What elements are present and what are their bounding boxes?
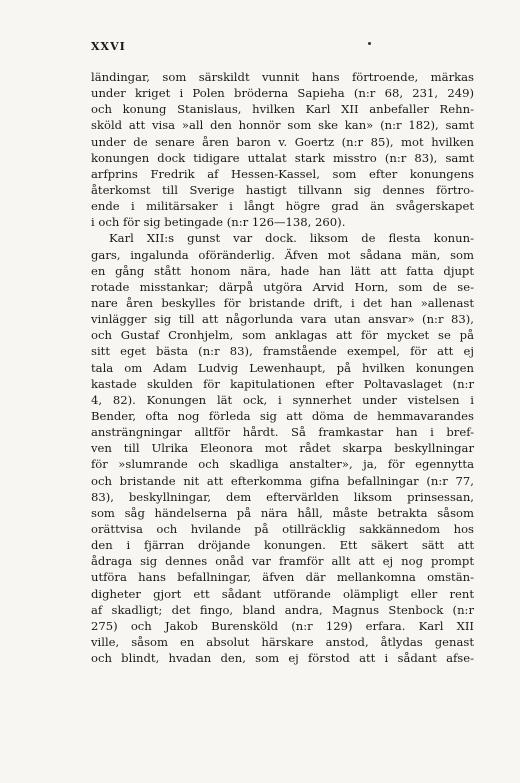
text-line: vinlägger sig till att någorlunda vara utan ansvar» (n:r 83), — [91, 312, 474, 327]
text-line: och bristande nit att efterkomma gifna befallningar (n:r 77, — [91, 473, 474, 488]
text-line: ländingar, som särskildt vunnit hans förtroende, märkas — [91, 70, 474, 84]
text-line: rotade misstankar; därpå utgöra Arvid Horn, som de se- — [91, 279, 474, 294]
text-line: under de senare åren baron v. Goertz (n:r 85), mot hvilken — [91, 134, 474, 149]
text-line: orättvisa och hvilande på otillräcklig sakkännedom hos — [91, 521, 474, 536]
text-line: konungen dock tidigare uttalat stark misstro (n:r 83), samt — [91, 150, 474, 165]
ink-mark — [368, 42, 371, 45]
text-line: kastade skulden för kapitulationen efter Poltavaslaget (n:r — [91, 376, 474, 391]
text-line: under kriget i Polen bröderna Sapieha (n:r 68, 231, 249) — [91, 86, 474, 101]
text-line: ven till Ulrika Eleonora mot rådet skarpa beskyllningar — [91, 441, 474, 456]
text-line: af skadligt; det fingo, bland andra, Magnus Stenbock (n:r — [91, 602, 474, 617]
text-line: och Gustaf Cronhjelm, som anklagas att för mycket se på — [91, 328, 474, 343]
text-line: återkomst till Sverige hastigt tillvann sig dennes förtro- — [91, 182, 474, 197]
text-line: för »slumrande och skadliga anstalter», ja, för egennytta — [91, 457, 474, 472]
text-line: den i fjärran dröjande konungen. Ett säkert sätt att — [91, 538, 474, 553]
text-line: Karl XII:s gunst var dock. liksom de flesta konun- — [109, 231, 474, 246]
text-line: som såg händelserna på nära håll, måste betrakta såsom — [91, 505, 474, 520]
text-line: arfprins Fredrik af Hessen-Kassel, som efter konungens — [91, 166, 474, 181]
text-line: sköld att visa »all den honnör som ske kan» (n:r 182), samt — [91, 118, 474, 133]
text-line: utföra hans befallningar, äfven där mellankomna omstän- — [91, 570, 474, 585]
body-text — [91, 69, 474, 666]
text-line: 275) och Jakob Burensköld (n:r 129) erfara. Karl XII — [91, 618, 474, 633]
text-line: en gång stått honom nära, hade han lätt att fatta djupt — [91, 263, 474, 278]
text-line: 83), beskyllningar, dem eftervärlden liksom prinsessan, — [91, 489, 474, 504]
text-line: Bender, ofta nog förleda sig att döma de hemmavarandes — [91, 408, 474, 423]
text-line: nare åren beskylles för bristande drift, i det han »allenast — [91, 295, 474, 310]
text-line: tala om Adam Ludvig Lewenhaupt, på hvilken konungen — [91, 360, 474, 375]
text-line: ende i militärsaker i långt högre grad än svågerskapet — [91, 199, 474, 214]
text-line: i och för sig betingade (n:r 126—138, 260). — [91, 215, 346, 230]
text-line: digheter gjort ett sådant utförande olämpligt eller rent — [91, 586, 474, 601]
text-line: gars, ingalunda oföränderlig. Äfven mot sådana män, som — [91, 247, 474, 262]
text-line: ådraga sig dennes onåd var framför allt att ej nog prompt — [91, 554, 474, 569]
text-line: 4, 82). Konungen lät ock, i synnerhet under vistelsen i — [91, 392, 474, 407]
text-line: och konung Stanislaus, hvilken Karl XII anbefaller Rehn- — [91, 102, 474, 117]
text-line: sitt eget bästa (n:r 83), framstående exempel, för att ej — [91, 344, 474, 359]
page-number: XXVI — [91, 40, 126, 53]
text-line: ansträngningar alltför hårdt. Så framkastar han i bref- — [91, 425, 474, 440]
text-line: ville, såsom en absolut härskare anstod, åtlydas genast — [91, 634, 474, 649]
text-line: och blindt, hvadan den, som ej förstod att i sådant afse- — [91, 651, 474, 666]
